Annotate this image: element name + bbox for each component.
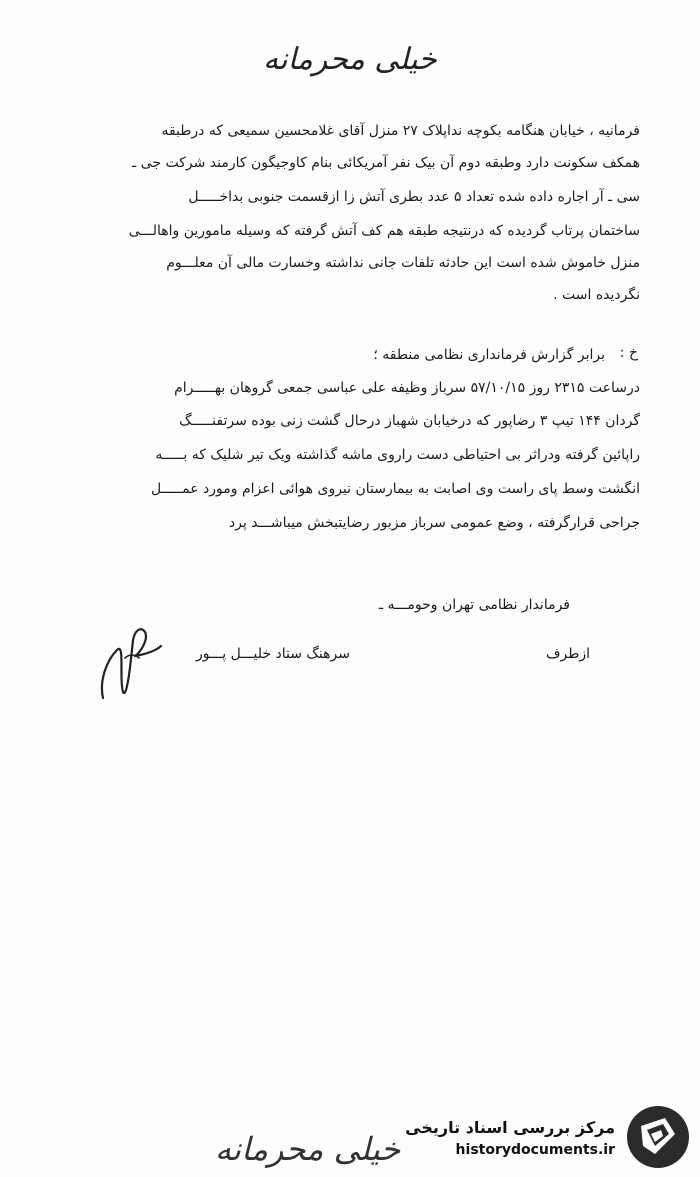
section1-line-6: نگردیده است . bbox=[553, 287, 640, 303]
classification-stamp-bottom: خیلی محرمانه bbox=[215, 1130, 401, 1168]
section2-line-4: انگشت وسط پای راست وی اصابت به بیمارستان نیروی هوائی اعزام ومورد عمـــــل bbox=[151, 481, 640, 497]
section2-heading: برابر گزارش فرمانداری نظامی منطقه ؛ bbox=[373, 347, 605, 363]
section2-marker: خ : bbox=[619, 345, 638, 361]
officer-line: سرهنگ ستاد خلیـــل پـــور bbox=[195, 646, 350, 662]
commander-line: فرماندار نظامی تهران وحومـــه ـ bbox=[379, 597, 570, 613]
from-label: ازطرف bbox=[545, 646, 590, 662]
archive-logo-icon bbox=[625, 1104, 691, 1170]
section2-line-5: جراحی قرارگرفته ، وضع عمومی سرباز مزبور رضایتبخش میباشـــد پرد bbox=[228, 515, 640, 531]
handwritten-signature bbox=[95, 620, 165, 705]
watermark-title: مرکز بررسی اسناد تاریخی bbox=[405, 1118, 615, 1137]
section1-line-3: سی ـ آر اجاره داده شده تعداد ۵ عدد بطری آتش زا ازقسمت جنوبی بداخـــــل bbox=[188, 189, 640, 205]
section1-line-2: همکف سکونت دارد وطبقه دوم آن بیک نفر آمریکائی بنام کاوجیگون کارمند شرکت جی ـ bbox=[132, 155, 640, 171]
section2-line-1: درساعت ۲۳۱۵ روز ۵۷/۱۰/۱۵ سرباز وظیفه علی عباسی جمعی گروهان بهـــــرام bbox=[174, 380, 640, 396]
watermark-url: historydocuments.ir bbox=[455, 1142, 615, 1158]
section1-line-1: فرمانیه ، خیابان هنگامه بکوچه نداپلاک ۲۷ منزل آقای غلامحسین سمیعی که درطبقه bbox=[161, 123, 640, 139]
classification-stamp-top: خیلی محرمانه bbox=[263, 42, 437, 77]
section2-line-3: راپائین گرفته ودراثر بی احتیاطی دست راروی ماشه گذاشته ویک تیر شلیک که بـــــه bbox=[155, 447, 640, 463]
archive-watermark bbox=[405, 1100, 695, 1170]
section1-line-5: منزل خاموش شده است این حادثه تلفات جانی نداشته وخسارت مالی آن معلـــوم bbox=[166, 255, 640, 271]
section2-line-2: گردان ۱۴۴ تیپ ۳ رضاپور که درخیابان شهباز درحال گشت زنی بوده سرتفنـــــگ bbox=[179, 413, 640, 429]
section1-line-4: ساختمان پرتاب گردیده که درنتیجه طبقه هم کف آتش گرفته که وسیله مامورین واهالـــی bbox=[128, 223, 640, 239]
